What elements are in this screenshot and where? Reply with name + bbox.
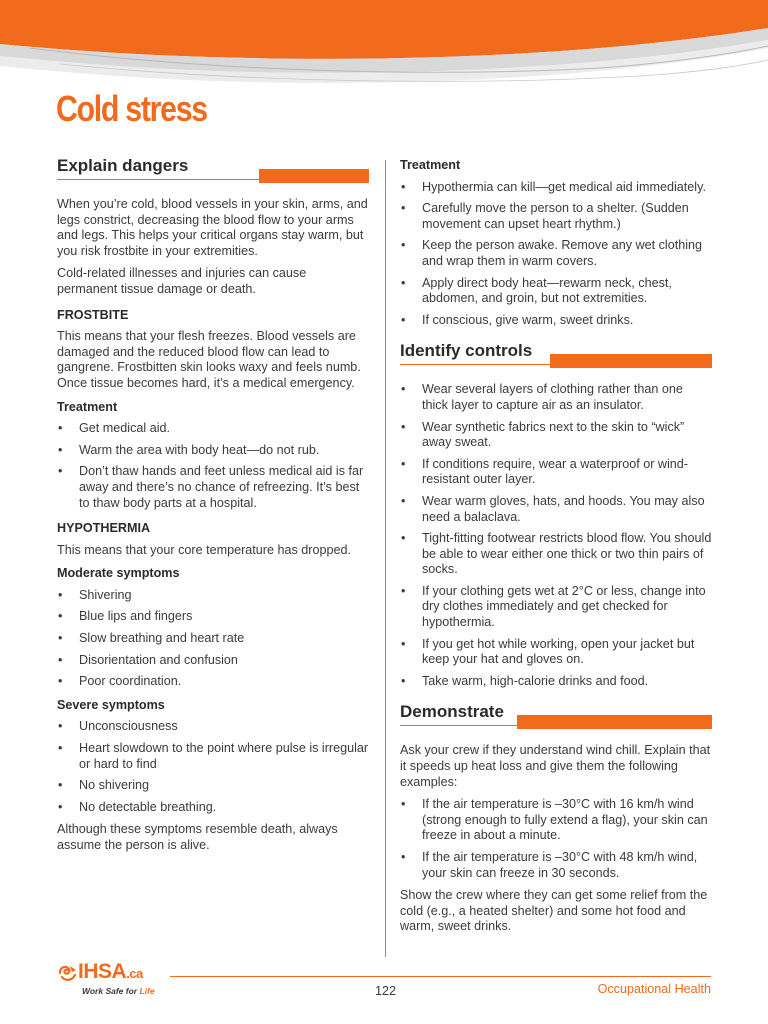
bullet-list (57, 588, 369, 690)
logo-text: IHSA (78, 960, 127, 983)
column-divider (385, 160, 386, 957)
explain-dangers-header (57, 155, 369, 183)
list-item: • Poor coordination. (57, 674, 369, 690)
list-item: • Wear synthetic fabrics next to the skin to “wick” away sweat. (400, 420, 712, 451)
footer-rule (170, 976, 711, 977)
identify-controls-header (400, 340, 712, 368)
tagline-text: Work Safe for (82, 986, 140, 996)
section-heading: Demonstrate (400, 702, 504, 722)
list-item: • Hypothermia can kill—get medical aid immediately. (400, 180, 712, 196)
section-heading: Identify controls (400, 341, 533, 361)
footer-section-label: Occupational Health (597, 982, 711, 996)
logo-tagline (82, 986, 155, 996)
demonstrate-header (400, 701, 712, 729)
list-item: • Slow breathing and heart rate (57, 631, 369, 647)
section-heading: Explain dangers (57, 156, 189, 175)
paragraph: This means that your flesh freezes. Blood vessels are damaged and the reduced blood flow can lead to gangrene. Frostbitten skin looks waxy and feels numb. Once tissue becomes hard, it’s a medical emergency. (57, 329, 361, 390)
bullet-list (400, 180, 712, 329)
minor-heading: Severe symptoms (57, 697, 165, 712)
ihsa-swirl-icon (56, 962, 80, 984)
list-item: • Wear warm gloves, hats, and hoods. You may also need a balaclava. (400, 494, 712, 525)
bullet-list (400, 797, 712, 881)
tagline-emphasis: Life (139, 986, 155, 996)
paragraph: This means that your core temperature has dropped. (57, 542, 352, 557)
paragraph: Cold-related illnesses and injuries can cause permanent tissue damage or death. (57, 266, 307, 296)
list-item: • Blue lips and fingers (57, 609, 369, 625)
minor-heading: Treatment (400, 158, 461, 172)
left-column (57, 155, 369, 861)
minor-heading: Moderate symptoms (57, 566, 180, 581)
right-column (400, 158, 712, 942)
page-number: 122 (375, 984, 397, 998)
list-item: • Wear several layers of clothing rather than one thick layer to capture air as an insulator. (400, 382, 712, 413)
list-item: • Heart slowdown to the point where pulse is irregular or hard to find (57, 741, 369, 772)
paragraph: When you’re cold, blood vessels in your skin, arms, and legs constrict, decreasing the blood flow to your arms and legs. This helps your critical organs stay warm, but you risk frostbite in your extremities. (57, 197, 368, 258)
list-item: • Unconsciousness (57, 719, 369, 735)
list-item: • Tight-fitting footwear restricts blood flow. You should be able to wear either one thick or two thin pairs of socks. (400, 531, 712, 578)
minor-heading: Treatment (57, 399, 118, 414)
list-item: • No shivering (57, 778, 369, 794)
list-item: • If the air temperature is –30°C with 48 km/h wind, your skin can freeze in 30 seconds. (400, 850, 712, 881)
ihsa-logo (56, 960, 166, 1000)
list-item: • Apply direct body heat—rewarm neck, chest, abdomen, and groin, but not extremities. (400, 276, 712, 307)
bullet-list (57, 719, 369, 815)
subheading-frostbite: FROSTBITE (57, 307, 129, 322)
list-item: • If the air temperature is –30°C with 16 km/h wind (strong enough to fully extend a flag), your skin can freeze in about a minute. (400, 797, 712, 844)
paragraph: Show the crew where they can get some relief from the cold (e.g., a heated shelter) and some hot food and warm, sweet drinks. (400, 888, 708, 934)
page-title: Cold stress (56, 88, 207, 129)
paragraph: Although these symptoms resemble death, always assume the person is alive. (57, 822, 338, 852)
list-item: • Disorientation and confusion (57, 653, 369, 669)
list-item: • If you get hot while working, open your jacket but keep your hat and gloves on. (400, 637, 712, 668)
list-item: • Carefully move the person to a shelter. (Sudden movement can upset heart rhythm.) (400, 201, 712, 232)
subheading-hypothermia: HYPOTHERMIA (57, 521, 151, 536)
logo-suffix: .ca (126, 966, 143, 981)
list-item: • If conditions require, wear a waterproof or wind-resistant outer layer. (400, 457, 712, 488)
paragraph: Ask your crew if they understand wind chill. Explain that it speeds up heat loss and give them the following examples: (400, 743, 711, 789)
list-item: • Don’t thaw hands and feet unless medical aid is far away and there’s no chance of refreezing. It’s best to thaw body parts at a hospital. (57, 464, 369, 511)
list-item: • If conscious, give warm, sweet drinks. (400, 313, 712, 329)
list-item: • Warm the area with body heat—do not rub. (57, 443, 369, 459)
list-item: • Take warm, high-calorie drinks and food. (400, 674, 712, 690)
logo-wordmark (78, 960, 143, 984)
list-item: • No detectable breathing. (57, 800, 369, 816)
list-item: • Keep the person awake. Remove any wet clothing and wrap them in warm covers. (400, 238, 712, 269)
bullet-list (400, 382, 712, 689)
bullet-list (57, 421, 369, 511)
list-item: • Shivering (57, 588, 369, 604)
list-item: • Get medical aid. (57, 421, 369, 437)
list-item: • If your clothing gets wet at 2°C or less, change into dry clothes immediately and get checked for hypothermia. (400, 584, 712, 631)
